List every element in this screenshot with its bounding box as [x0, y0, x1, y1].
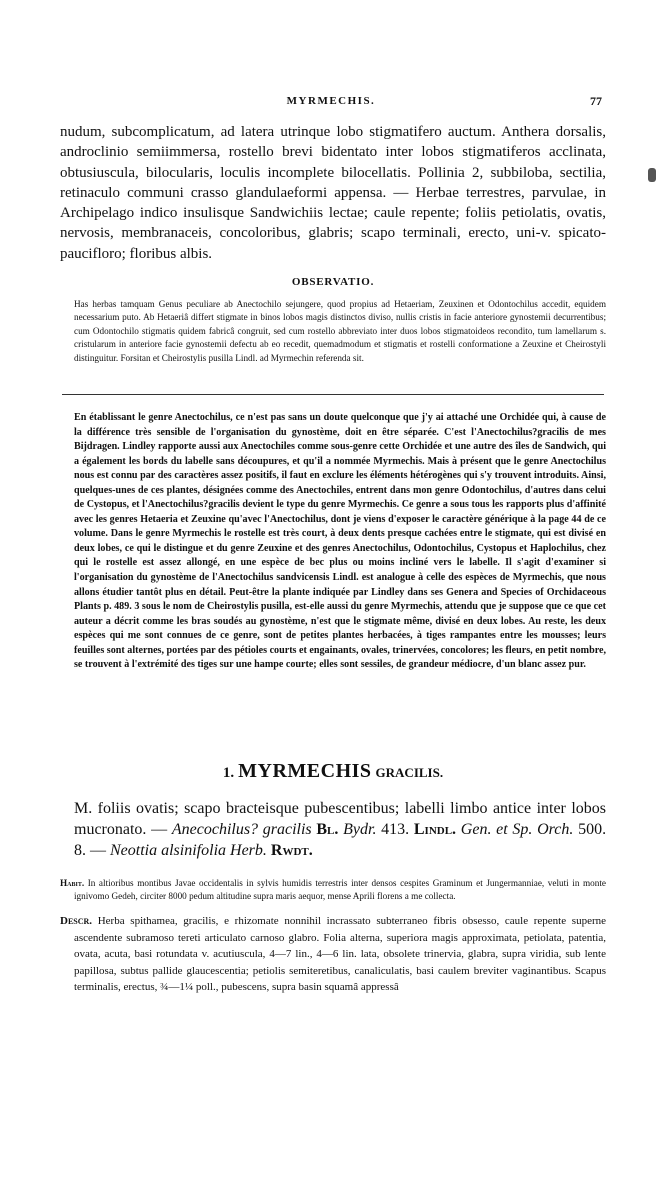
- species-genus: MYRMECHIS: [238, 760, 372, 782]
- author-2: Lindl.: [413, 821, 457, 838]
- french-commentary: En établissant le genre Anectochilus, ce n'est pas sans un doute quelconque que j'y ai attaché une Orchidée qui, à cause de la différence très sensible de l'organisation du gynostème, doit en être séparée. C'est l'Anectochilus?gracilis de mes Bijdragen. Lindley rapporte aussi aux Anectochiles comme sous-genre cette Orchidée et une autre des îles de Sandwich, qui a également les bords du labelle sans découpures, et qu'il a nommée Myrmechis. Mais à présent que le genre Anectochilus nous est connu par des caractères assez positifs, il faut en exclure les éléments hétérogènes qui s'y trouvent introduits. Ainsi, quelques-unes de ces plantes, désignées comme des Anectochiles, entrent dans mon genre Odontochilus, d'autres dans celui de Cystopus, et l'Anectochilus?gracilis devient le type du genre Myrmechis. Ce genre a sous tous les rapports plus d'affinité avec les genres Hetaeria et Zeuxine qu'avec l'Anectochilus, dont je viens d'exposer le caractère générique à la page 44 de ce volume. Dans le genre Myrmechis le rostelle est très court, à deux dents presque cachées entre le stigmate, qui est divisé en deux lobes, ce qui le distingue et du genre Zeuxine et des genres Anectochilus, Odontochilus, Cystopus et Haplochilus, chez qui le rostelle est assez allongé, en une espèce de bec plus ou moins incliné vers le labelle. Il s'agit d'examiner si l'organisation du gynostème de l'Anectochilus sandvicensis Lindl. est analogue à celle des espèces de Myrmechis, que nous allons étudier tantôt plus en détail. Peut-être la plante indiquée par Lindley dans ses Genera and Species of Orchidaceous Plants p. 489. 3 sous le nom de Cheirostylis pusilla, est-elle aussi du genre Myrmechis, attendu que je suppose que ce que cet auteur a décrit comme les bras soudés au gynostème, n'est que le stigmate même, divisé en deux lobes. Au reste, les deux espèces qui me sont connues de ce genre, sont de petites plantes herbacées, à tiges rampantes entre les mousses; leurs feuilles sont alternes, portées par des pétioles courts et engainants, ovales, trinervées, concolores; les fleurs, en petit nombre, se trouvent à l'extrémité des tiges sur une hampe courte; elles sont sessiles, de grandeur médiocre, d'un blanc assez pur.: [74, 412, 606, 671]
- author-3: Rwdt.: [270, 842, 313, 859]
- genus-description-continued: nudum, subcomplicatum, ad latera utrinque lobo stigmatifero auctum. Anthera dorsalis, androclinio semiimmersa, rostello brevi bidentato inter lobos stigmatiferos acclinata, obtusiuscula, bilocularis, loculis incomplete bilocellatis. Pollinia 2, subbiloba, sectilia, retinaculo communi crasso glandulaeformi appensa. — Herbae terrestres, parvulae, in Archipelago indico insulisque Sandwichiis lectae; caule repente; foliis petiolatis, ovatis, nervosis, membranaceis, concoloribus, glabris; scapo terminali, erecto, uni-v. spicato-paucifloro; floribus albis.: [60, 124, 606, 262]
- running-title: MYRMECHIS.: [286, 95, 376, 107]
- habitat-label: Habit.: [60, 878, 85, 888]
- description-text: Herba spithamea, gracilis, e rhizomate nonnihil incrassato subterraneo fibris obsesso, caule repente superne ascendente subramoso tereti articulato carnoso glabro. Folia alterna, superiora magis approximata, petiolata, patentia, ovata, acuta, basi rotundata v. acutiuscula, 4—7 lin., 4—6 lin. lata, obsolete trinervia, glabra, supra viridia, sub lente papillosa, subtus pallide glaucescentia; petiolis semiteretibus, canaliculatis, basi caulem breviter vaginantibus. Scapus terminalis, erectus, ¾—1¼ poll., pubescens, supra basin squamâ appressâ: [74, 915, 607, 994]
- reference-2-page: 500. 8. —: [74, 821, 607, 859]
- habitat-paragraph: [60, 877, 606, 903]
- reference-2: Gen. et Sp. Orch.: [460, 821, 574, 838]
- observatio-text: Has herbas tamquam Genus peculiare ab Anectochilo sejungere, quod propius ad Hetaeriam, Zeuxinen et Odontochilus accedit, equidem necessarium puto. Ab Hetaeriâ differt stigmate in binos lobos magis distinctos diviso, nullis cristis in facie anteriore gynostemii decurrentibus; cum Odontochilo stigmatis quidem fabricâ congruit, sed cum rostello abbreviato inter duos lobos stigmatoideos recondito, tum lamellarum s. cristularum in anteriore facie gynostemii defectu ab eo recedit, quemadmodum et stigmatis et rostelli conformatione a Zeuxine et Cheirostyli distinguitur. Forsitan et Cheirostylis pusilla Lindl. ad Myrmechin referenda sit.: [74, 299, 606, 363]
- description-paragraph: [60, 913, 606, 996]
- reference-1: Bydr.: [343, 821, 377, 838]
- section-divider: [62, 394, 604, 395]
- observatio-heading: OBSERVATIO.: [291, 276, 375, 288]
- species-heading: [60, 760, 606, 783]
- page-number: 77: [590, 94, 602, 108]
- species-diagnosis: [60, 798, 606, 861]
- synonym-1: Anecochilus? gracilis: [171, 821, 312, 838]
- description-label: Descr.: [60, 915, 93, 927]
- species-number: 1.: [222, 765, 235, 781]
- author-1: Bl.: [316, 821, 339, 838]
- reference-3: Herb.: [230, 842, 267, 859]
- reference-1-page: 413.: [381, 821, 410, 838]
- margin-blot: [648, 168, 656, 182]
- species-epithet: GRACILIS.: [375, 765, 444, 780]
- habitat-text: In altioribus montibus Javae occidentalis in sylvis humidis terrestris inter densos cespites Graminum et Jungermanniae, veluti in monte ignivomo Gedeh, circiter 8000 pedum altitudine supra maris aequor, mense Aprili florens a me collecta.: [74, 878, 606, 901]
- diagnosis-text: M. foliis ovatis; scapo bracteisque pubescentibus; labelli limbo antice inter lobos mucronato. —: [74, 800, 606, 838]
- page-header: [60, 93, 602, 113]
- synonym-2: Neottia alsinifolia: [110, 842, 227, 859]
